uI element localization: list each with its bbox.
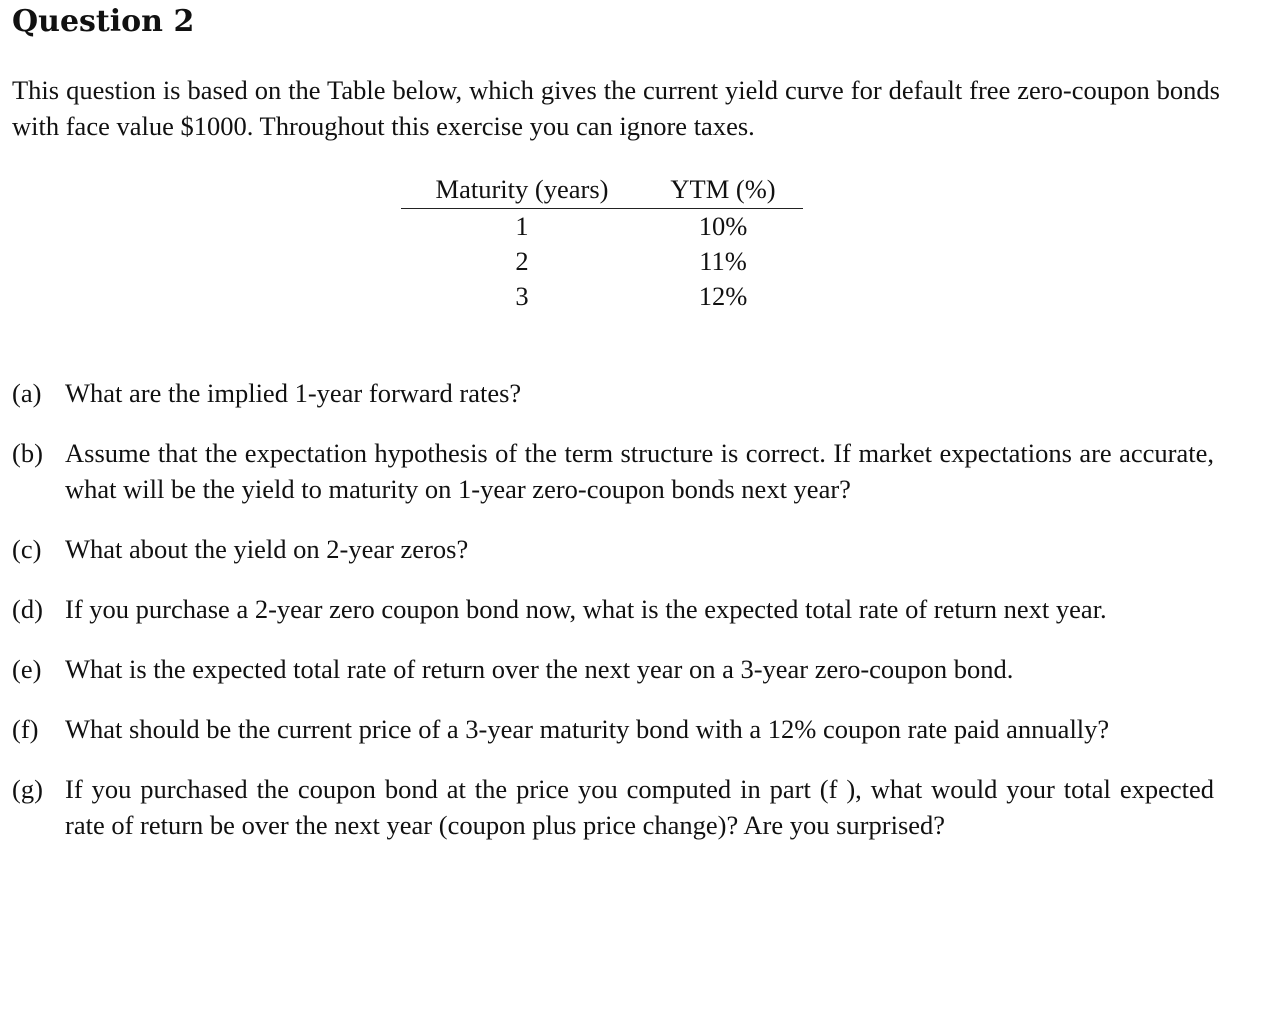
maturity-header: Maturity (years)	[401, 170, 643, 209]
question-part-b	[12, 435, 1214, 507]
table-row	[401, 244, 803, 279]
part-text: What about the yield on 2-year zeros?	[65, 534, 469, 564]
yield-curve-table-container	[401, 170, 803, 314]
part-text: What should be the current price of a 3-year maturity bond with a 12% coupon rate paid annually?	[65, 714, 1110, 744]
maturity-cell: 1	[515, 211, 529, 241]
maturity-cell: 2	[515, 246, 529, 276]
part-text: If you purchased the coupon bond at the price you computed in part (f ), what would your total expected rate of return be over the next year (coupon plus price change)? Are you surprised?	[65, 774, 1214, 840]
part-text: If you purchase a 2-year zero coupon bond now, what is the expected total rate of return next year.	[65, 594, 1107, 624]
table-row	[401, 209, 803, 245]
ytm-cell: 11%	[699, 246, 747, 276]
maturity-cell: 3	[515, 281, 529, 311]
question-part-a	[12, 375, 1214, 411]
part-label: (b)	[12, 438, 43, 468]
part-label: (f)	[12, 714, 39, 744]
table-row	[401, 279, 803, 314]
question-part-c	[12, 531, 1214, 567]
part-text: Assume that the expectation hypothesis of the term structure is correct. If market expectations are accurate, what will be the yield to maturity on 1-year zero-coupon bonds next year?	[65, 438, 1214, 504]
document-page	[12, 0, 1220, 144]
question-parts-list	[12, 375, 1214, 867]
part-label: (d)	[12, 594, 43, 624]
part-text: What are the implied 1-year forward rates?	[65, 378, 522, 408]
part-text: What is the expected total rate of return over the next year on a 3-year zero-coupon bond.	[65, 654, 1014, 684]
part-label: (g)	[12, 774, 43, 804]
ytm-header: YTM (%)	[643, 170, 803, 209]
part-label: (a)	[12, 378, 42, 408]
ytm-cell: 10%	[698, 211, 748, 241]
question-part-g	[12, 771, 1214, 843]
question-part-f	[12, 711, 1214, 747]
part-label: (e)	[12, 654, 42, 684]
question-part-d	[12, 591, 1214, 627]
yield-curve-table	[401, 170, 803, 314]
question-heading: Question 2	[12, 4, 195, 39]
table-header-row	[401, 170, 803, 209]
question-part-e	[12, 651, 1214, 687]
intro-paragraph: This question is based on the Table below, which gives the current yield curve for default free zero-coupon bonds with face value $1000. Throughout this exercise you can ignore taxes.	[12, 75, 1220, 141]
ytm-cell: 12%	[698, 281, 748, 311]
part-label: (c)	[12, 534, 42, 564]
